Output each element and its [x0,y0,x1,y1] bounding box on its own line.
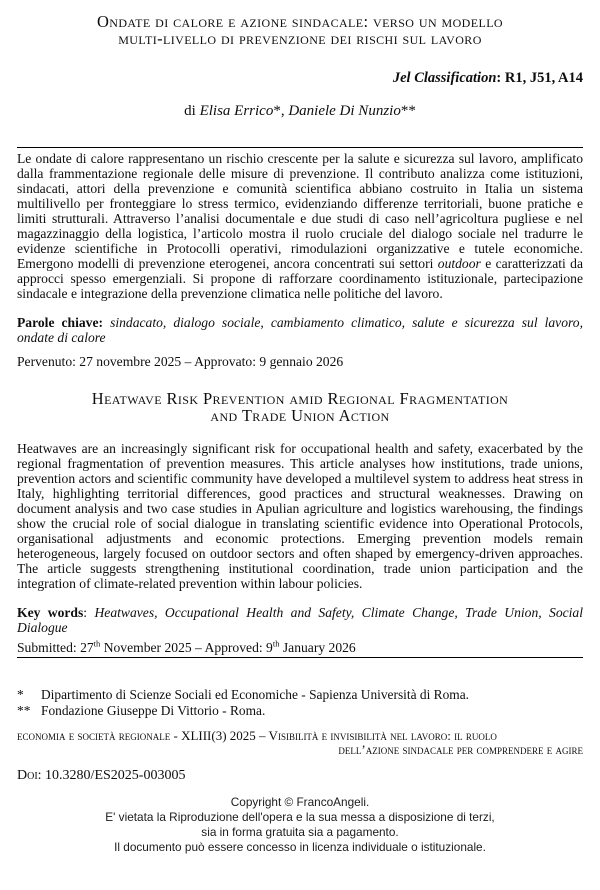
keywords-english-label: Key words [17,605,84,620]
footnote-text-1: Dipartimento di Scienze Sociali ed Economiche - Sapienza Università di Roma. [41,687,470,702]
ordinal-suffix-2: th [272,638,280,649]
abstract-italian [17,151,583,301]
footnote-affiliation-2 [17,703,583,719]
author-footnote-marker-1: * [273,103,281,119]
keywords-italian-list: sindacato, dialogo sociale, cambiamento climatico, salute e sicurezza sul lavoro, ondate di calore [17,315,583,345]
byline-separator: , [280,103,289,119]
submitted-text-2: November 2025 – Approved: 9 [100,640,273,655]
abstract-bottom-rule [17,657,583,658]
footnote-marker-2: ** [17,703,31,718]
submitted-text-3: January 2026 [279,640,356,655]
abstract-italian-text-2: e caratterizzati da approcci spesso emergenziali. Si propone di rafforzare coordinamento istituzionale, partecipazione sindacale e integrazione della prevenzione climatica nelle politiche del lavoro. [17,256,583,301]
keywords-english-colon: : [83,605,95,620]
article-title-english-line2: and Trade Union Action [210,406,390,425]
author-name-2: Daniele Di Nunzio [288,103,401,119]
article-title-italian-line1: Ondate di calore e azione sindacale: verso un modello [96,12,503,31]
keywords-english-list: Heatwaves, Occupational Health and Safety, Climate Change, Trade Union, Social Dialogue [17,605,583,635]
copyright-notice [17,795,583,855]
journal-citation-line1: economia e società regionale - XLIII(3) 2025 – Visibilità e invisibilità nel lavoro: il ruolo [17,728,497,743]
doi-line: Doi: 10.3280/ES2025-003005 [17,768,186,783]
keywords-italian [17,315,583,345]
copyright-line4: Il documento può essere concesso in licenza individuale o istituzionale. [114,840,486,854]
footnote-marker-1: * [17,687,24,702]
abstract-italian-emphasis: outdoor [437,256,481,271]
article-title-english-line1: Heatwave Risk Prevention amid Regional Fragmentation [91,389,509,408]
keywords-english [17,605,583,635]
abstract-italian-text-1: Le ondate di calore rappresentano un rischio crescente per la salute e sicurezza sul lavoro, amplificato dalla frammentazione regionale delle misure di prevenzione. Il contributo analizza come istituzioni, sindacati, attori della prevenzione e comunità scientifica abbiano costruito in Italia un sistema multilivello per fronteggiare lo stress termico, evidenziando differenze territoriali, buone pratiche e limiti strutturali. Attraverso l’analisi documentale e due studi di caso nell’agricoltura pugliese e nel magazzinaggio della logistica, l’articolo mostra il ruolo cruciale del dialogo sociale nel tradurre le evidenze scientifiche in Protocolli operativi, rimodulazioni organizzative e tutele economiche. Emergono modelli di prevenzione eterogenei, ancora concentrati sui settori [17,151,583,271]
submitted-approved-line [17,640,583,655]
affiliation-footnotes [17,687,583,719]
abstract-top-rule [17,147,583,148]
jel-classification-label: Jel Classification [392,70,497,86]
byline-prefix: di [184,103,200,119]
article-title-english [17,390,583,424]
jel-classification [17,70,583,87]
copyright-line1: Copyright © FrancoAngeli. [230,795,370,809]
journal-citation [17,729,583,756]
article-title-italian-line2: multi-livello di prevenzione dei rischi sul lavoro [118,29,482,48]
ordinal-suffix-1: th [93,638,101,649]
author-footnote-marker-2: ** [400,103,416,119]
submitted-text-1: Submitted: 27 [17,640,94,655]
author-name-1: Elisa Errico [199,103,274,119]
article-title-italian [17,13,583,47]
received-approved-line: Pervenuto: 27 novembre 2025 – Approvato: 9 gennaio 2026 [17,354,344,369]
copyright-line3: sia in forma gratuita sia a pagamento. [201,825,399,839]
journal-citation-line2: dell’azione sindacale per comprendere e agire [338,741,583,757]
copyright-line2: E' vietata la Riproduzione dell'opera e la sua messa a disposizione di terzi, [105,810,495,824]
footnote-affiliation-1 [17,687,583,703]
footnote-text-2: Fondazione Giuseppe Di Vittorio - Roma. [41,703,266,718]
keywords-italian-label: Parole chiave: [17,315,104,330]
abstract-english: Heatwaves are an increasingly significant risk for occupational health and safety, exacerbated by the regional fragmentation of prevention measures. This article analyses how institutions, trade unions, prevention actors and scientific community have developed a multilevel system to address heat stress in Italy, highlighting territorial differences, good practices and structural weaknesses. Drawing on document analysis and two case studies in Apulian agriculture and logistics warehousing, the findings show the crucial role of social dialogue in translating scientific evidence into Operational Protocols, organisational adjustments and economic protections. Emerging prevention models remain heterogeneous, largely focused on outdoor sectors and often shaped by emergency-driven approaches. The article suggests strengthening institutional coordination, trade union participation and the integration of climate-related prevention within labour policies. [17,441,583,591]
jel-classification-codes: : R1, J51, A14 [496,70,583,86]
byline [17,102,583,120]
